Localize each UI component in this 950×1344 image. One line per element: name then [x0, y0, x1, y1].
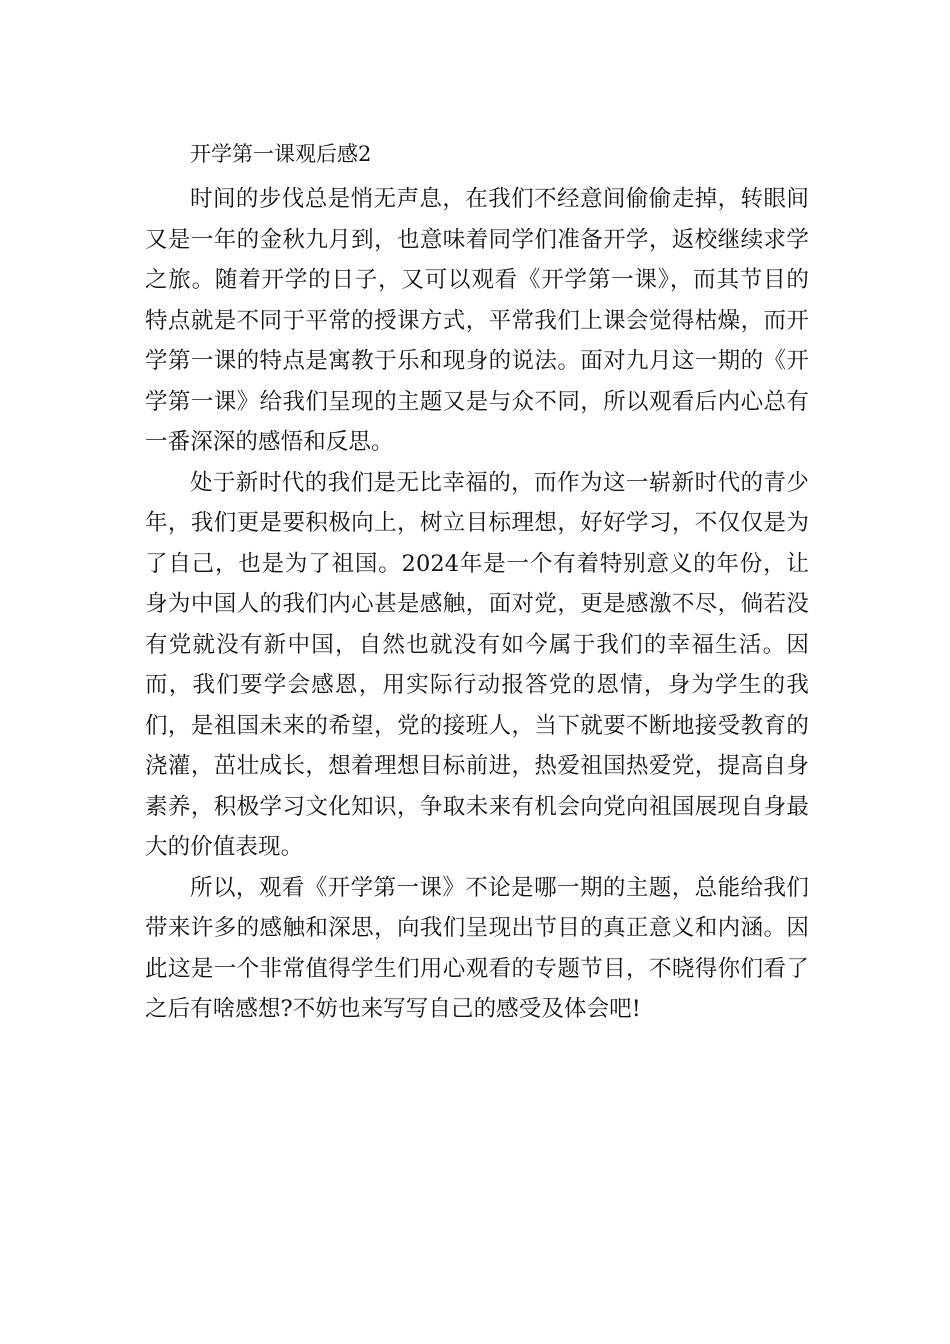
paragraph-2: 处于新时代的我们是无比幸福的，而作为这一崭新时代的青少年，我们更是要积极向上，树立目标理想，好好学习，不仅仅是为了自己，也是为了祖国。2024年是一个有着特别意义的年份，让身为中国人的我们内心甚是感触，面对党，更是感激不尽，倘若没有党就没有新中国，自然也就没有如今属于我们的幸福生活。因而，我们要学会感恩，用实际行动报答党的恩情，身为学生的我们，是祖国未来的希望，党的接班人，当下就要不断地接受教育的浇灌，茁壮成长，想着理想目标前进，热爱祖国热爱党，提高自身素养，积极学习文化知识，争取未来有机会向党向祖国展现自身最大的价值表现。	[145, 469, 809, 860]
paragraph-1: 时间的步伐总是悄无声息，在我们不经意间偷偷走掉，转眼间又是一年的金秋九月到，也意味着同学们准备开学，返校继续求学之旅。随着开学的日子，又可以观看《开学第一课》，而其节目的特点就是不同于平常的授课方式，平常我们上课会觉得枯燥，而开学第一课的特点是寓教于乐和现身的说法。面对九月这一期的《开学第一课》给我们呈现的主题又是与众不同，所以观看后内心总有一番深深的感悟和反思。	[145, 186, 809, 455]
paragraph-3: 所以，观看《开学第一课》不论是哪一期的主题，总能给我们带来许多的感触和深思，向我们呈现出节目的真正意义和内涵。因此这是一个非常值得学生们用心观看的专题节目，不晓得你们看了之后有啥感想?不妨也来写写自己的感受及体会吧!	[145, 874, 809, 1022]
document-title: 开学第一课观后感2	[190, 142, 372, 166]
document-body	[145, 179, 809, 1030]
